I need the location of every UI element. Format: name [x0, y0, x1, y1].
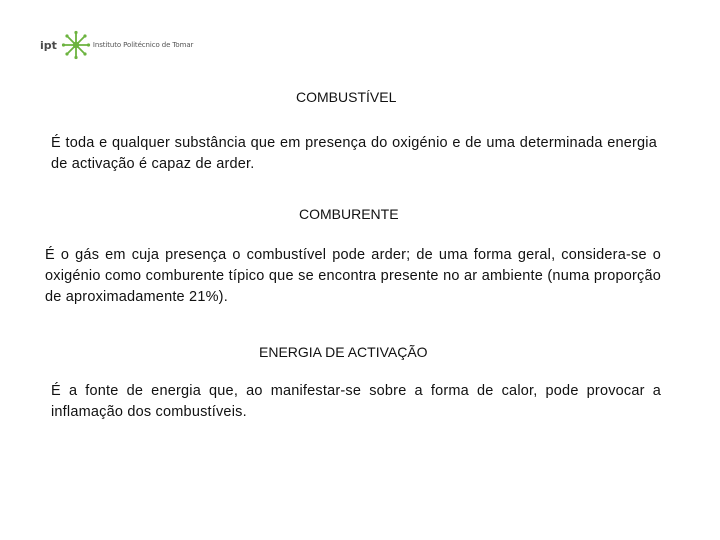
institution-logo: [40, 28, 193, 62]
heading-combustivel: COMBUSTÍVEL: [296, 89, 397, 105]
paragraph-combustivel: É toda e qualquer substância que em presença do oxigénio e de uma determinada energia de activação é capaz de arder.: [51, 135, 657, 172]
logo-abbreviation: ipt: [40, 38, 57, 52]
paragraph-energia-de-activacao: É a fonte de energia que, ao manifestar-se sobre a forma de calor, pode provocar a inflamação dos combustíveis.: [51, 383, 661, 420]
logo-institution-name: Instituto Politécnico de Tomar: [92, 41, 194, 49]
heading-energia-de-activacao: ENERGIA DE ACTIVAÇÃO: [259, 344, 428, 360]
heading-comburente: COMBURENTE: [299, 206, 399, 222]
paragraph-comburente: É o gás em cuja presença o combustível pode arder; de uma forma geral, considera-se o oxigénio como comburente típico que se encontra presente no ar ambiente (numa proporção de aproximadamente 21%).: [45, 247, 661, 305]
green-star-burst-icon: [61, 30, 91, 60]
